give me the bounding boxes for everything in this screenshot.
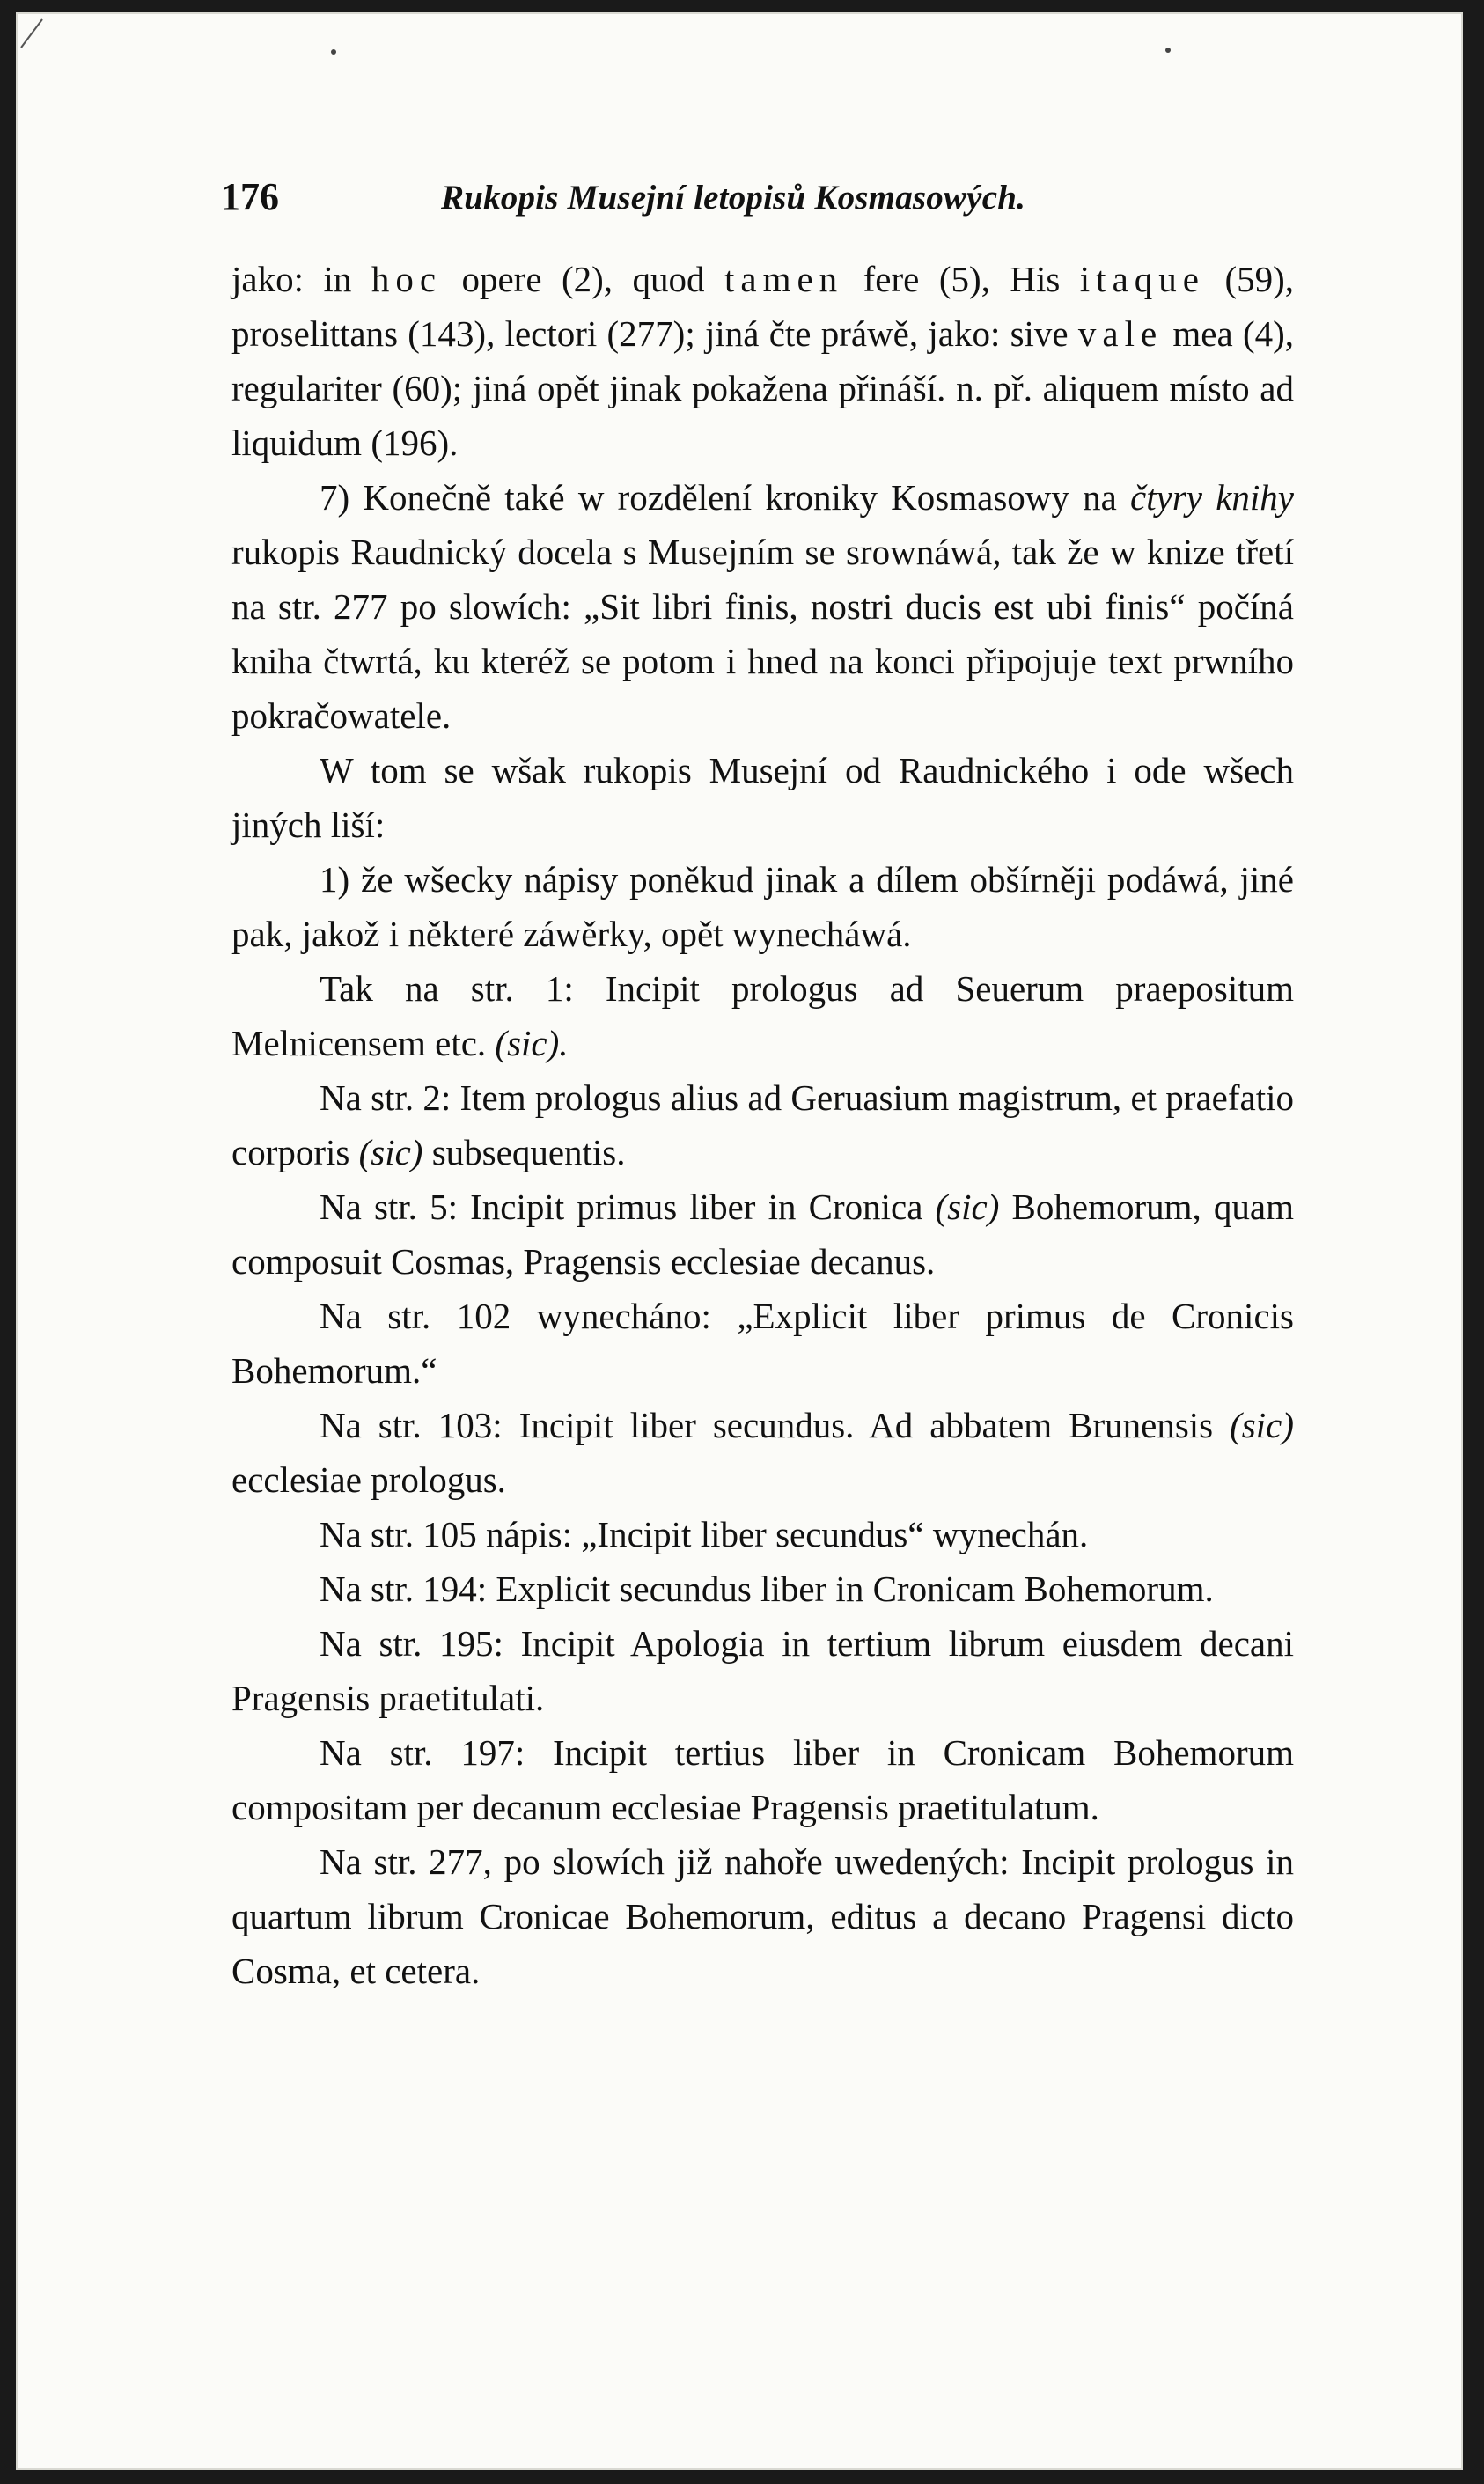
italic-text: (sic)	[935, 1187, 1000, 1227]
paragraph	[231, 1398, 1294, 1507]
paragraph	[231, 470, 1294, 743]
paragraph-text: Na str. 2: Item prologus alius ad Geruasium magistrum, et praefatio corporis	[231, 1077, 1294, 1172]
paragraph-text: Na str. 103: Incipit liber secundus. Ad abbatem Brunensis	[320, 1405, 1231, 1445]
italic-text: (sic)	[1230, 1405, 1294, 1445]
paragraph	[231, 852, 1294, 961]
spaced-text: vale	[1077, 313, 1164, 354]
running-title: Rukopis Musejní letopisů Kosmasowých.	[441, 179, 1026, 217]
scan-corner-mark	[19, 16, 55, 51]
paragraph	[231, 1562, 1294, 1616]
spaced-text: tamen	[724, 259, 844, 299]
paragraph-text: fere (5), His	[843, 259, 1080, 299]
paragraph-text: Na str. 102 wynecháno: „Explicit liber primus de Cronicis Bohemorum.“	[231, 1296, 1294, 1391]
paragraph-text: Na str. 105 nápis: „Incipit liber secundus“ wynechán.	[320, 1514, 1089, 1554]
paragraph-text: Na str. 194: Explicit secundus liber in Cronicam Bohemorum.	[320, 1569, 1214, 1609]
page-number: 176	[221, 175, 279, 218]
scan-speck	[1165, 48, 1171, 53]
paragraph-text: Na str. 195: Incipit Apologia in tertium librum eiusdem decani Pragensis praetitulati.	[231, 1623, 1294, 1718]
paragraph	[231, 1180, 1294, 1289]
paragraph	[231, 1725, 1294, 1834]
italic-text: (sic)	[358, 1132, 423, 1172]
paragraph-text: 1) že wšecky nápisy poněkud jinak a dílem obšírněji podáwá, jiné pak, jakož i některé záwěrky, opět wynecháwá.	[231, 859, 1294, 954]
italic-text: čtyry knihy	[1130, 477, 1294, 518]
paragraph-text: subsequentis.	[422, 1132, 626, 1172]
italic-text: (sic).	[495, 1023, 569, 1063]
paragraph	[231, 252, 1294, 470]
paragraph	[231, 1070, 1294, 1180]
paragraph	[231, 1616, 1294, 1725]
page-header	[221, 174, 1286, 227]
paragraph-text: rukopis Raudnický docela s Musejním se srownáwá, tak že w knize třetí na str. 277 po slowích: „Sit libri finis, nostri ducis est ubi finis“ počíná kniha čtwrtá, ku kteréž se potom i hned na konci připojuje text prwního pokračowatele.	[231, 532, 1294, 736]
paragraph-text: (59), proselittans (143), lectori (277); jiná čte práwě, jako: sive	[231, 259, 1294, 354]
paragraph	[231, 1834, 1294, 1998]
paragraph	[231, 743, 1294, 852]
spaced-text: hoc	[371, 259, 443, 299]
paragraph-text: W tom se wšak rukopis Musejní od Raudnického i ode wšech jiných liší:	[231, 750, 1294, 845]
paragraph-text: 7) Konečně také w rozdělení kroniky Kosmasowy na	[320, 477, 1131, 518]
spaced-text: itaque	[1079, 259, 1205, 299]
paragraph	[231, 1507, 1294, 1562]
paragraph	[231, 1289, 1294, 1398]
paragraph-text: Na str. 5: Incipit primus liber in Cronica	[320, 1187, 936, 1227]
paragraph	[231, 961, 1294, 1070]
paragraph-text: Tak na str. 1: Incipit prologus ad Seuerum praepositum Melnicensem etc.	[231, 968, 1294, 1063]
page-body	[231, 252, 1294, 1998]
paragraph-text: Na str. 277, po slowích již nahoře uwedených: Incipit prologus in quartum librum Cronicae Bohemorum, editus a decano Pragensi dicto Cosma, et cetera.	[231, 1841, 1294, 1991]
paragraph-text: ecclesiae prologus.	[231, 1459, 506, 1500]
paragraph-text: jako: in	[231, 259, 371, 299]
paragraph-text: Na str. 197: Incipit tertius liber in Cronicam Bohemorum compositam per decanum ecclesiae Pragensis praetitulatum.	[231, 1732, 1294, 1827]
paragraph-text: Bohemorum, quam composuit Cosmas, Pragensis ecclesiae decanus.	[231, 1187, 1294, 1282]
book-page	[16, 12, 1463, 2470]
scan-speck	[331, 49, 336, 55]
paragraph-text: opere (2), quod	[442, 259, 724, 299]
paragraph-text: mea (4), regulariter (60); jiná opět jinak pokažena přináší. n. př. aliquem místo ad liquidum (196).	[231, 313, 1294, 463]
